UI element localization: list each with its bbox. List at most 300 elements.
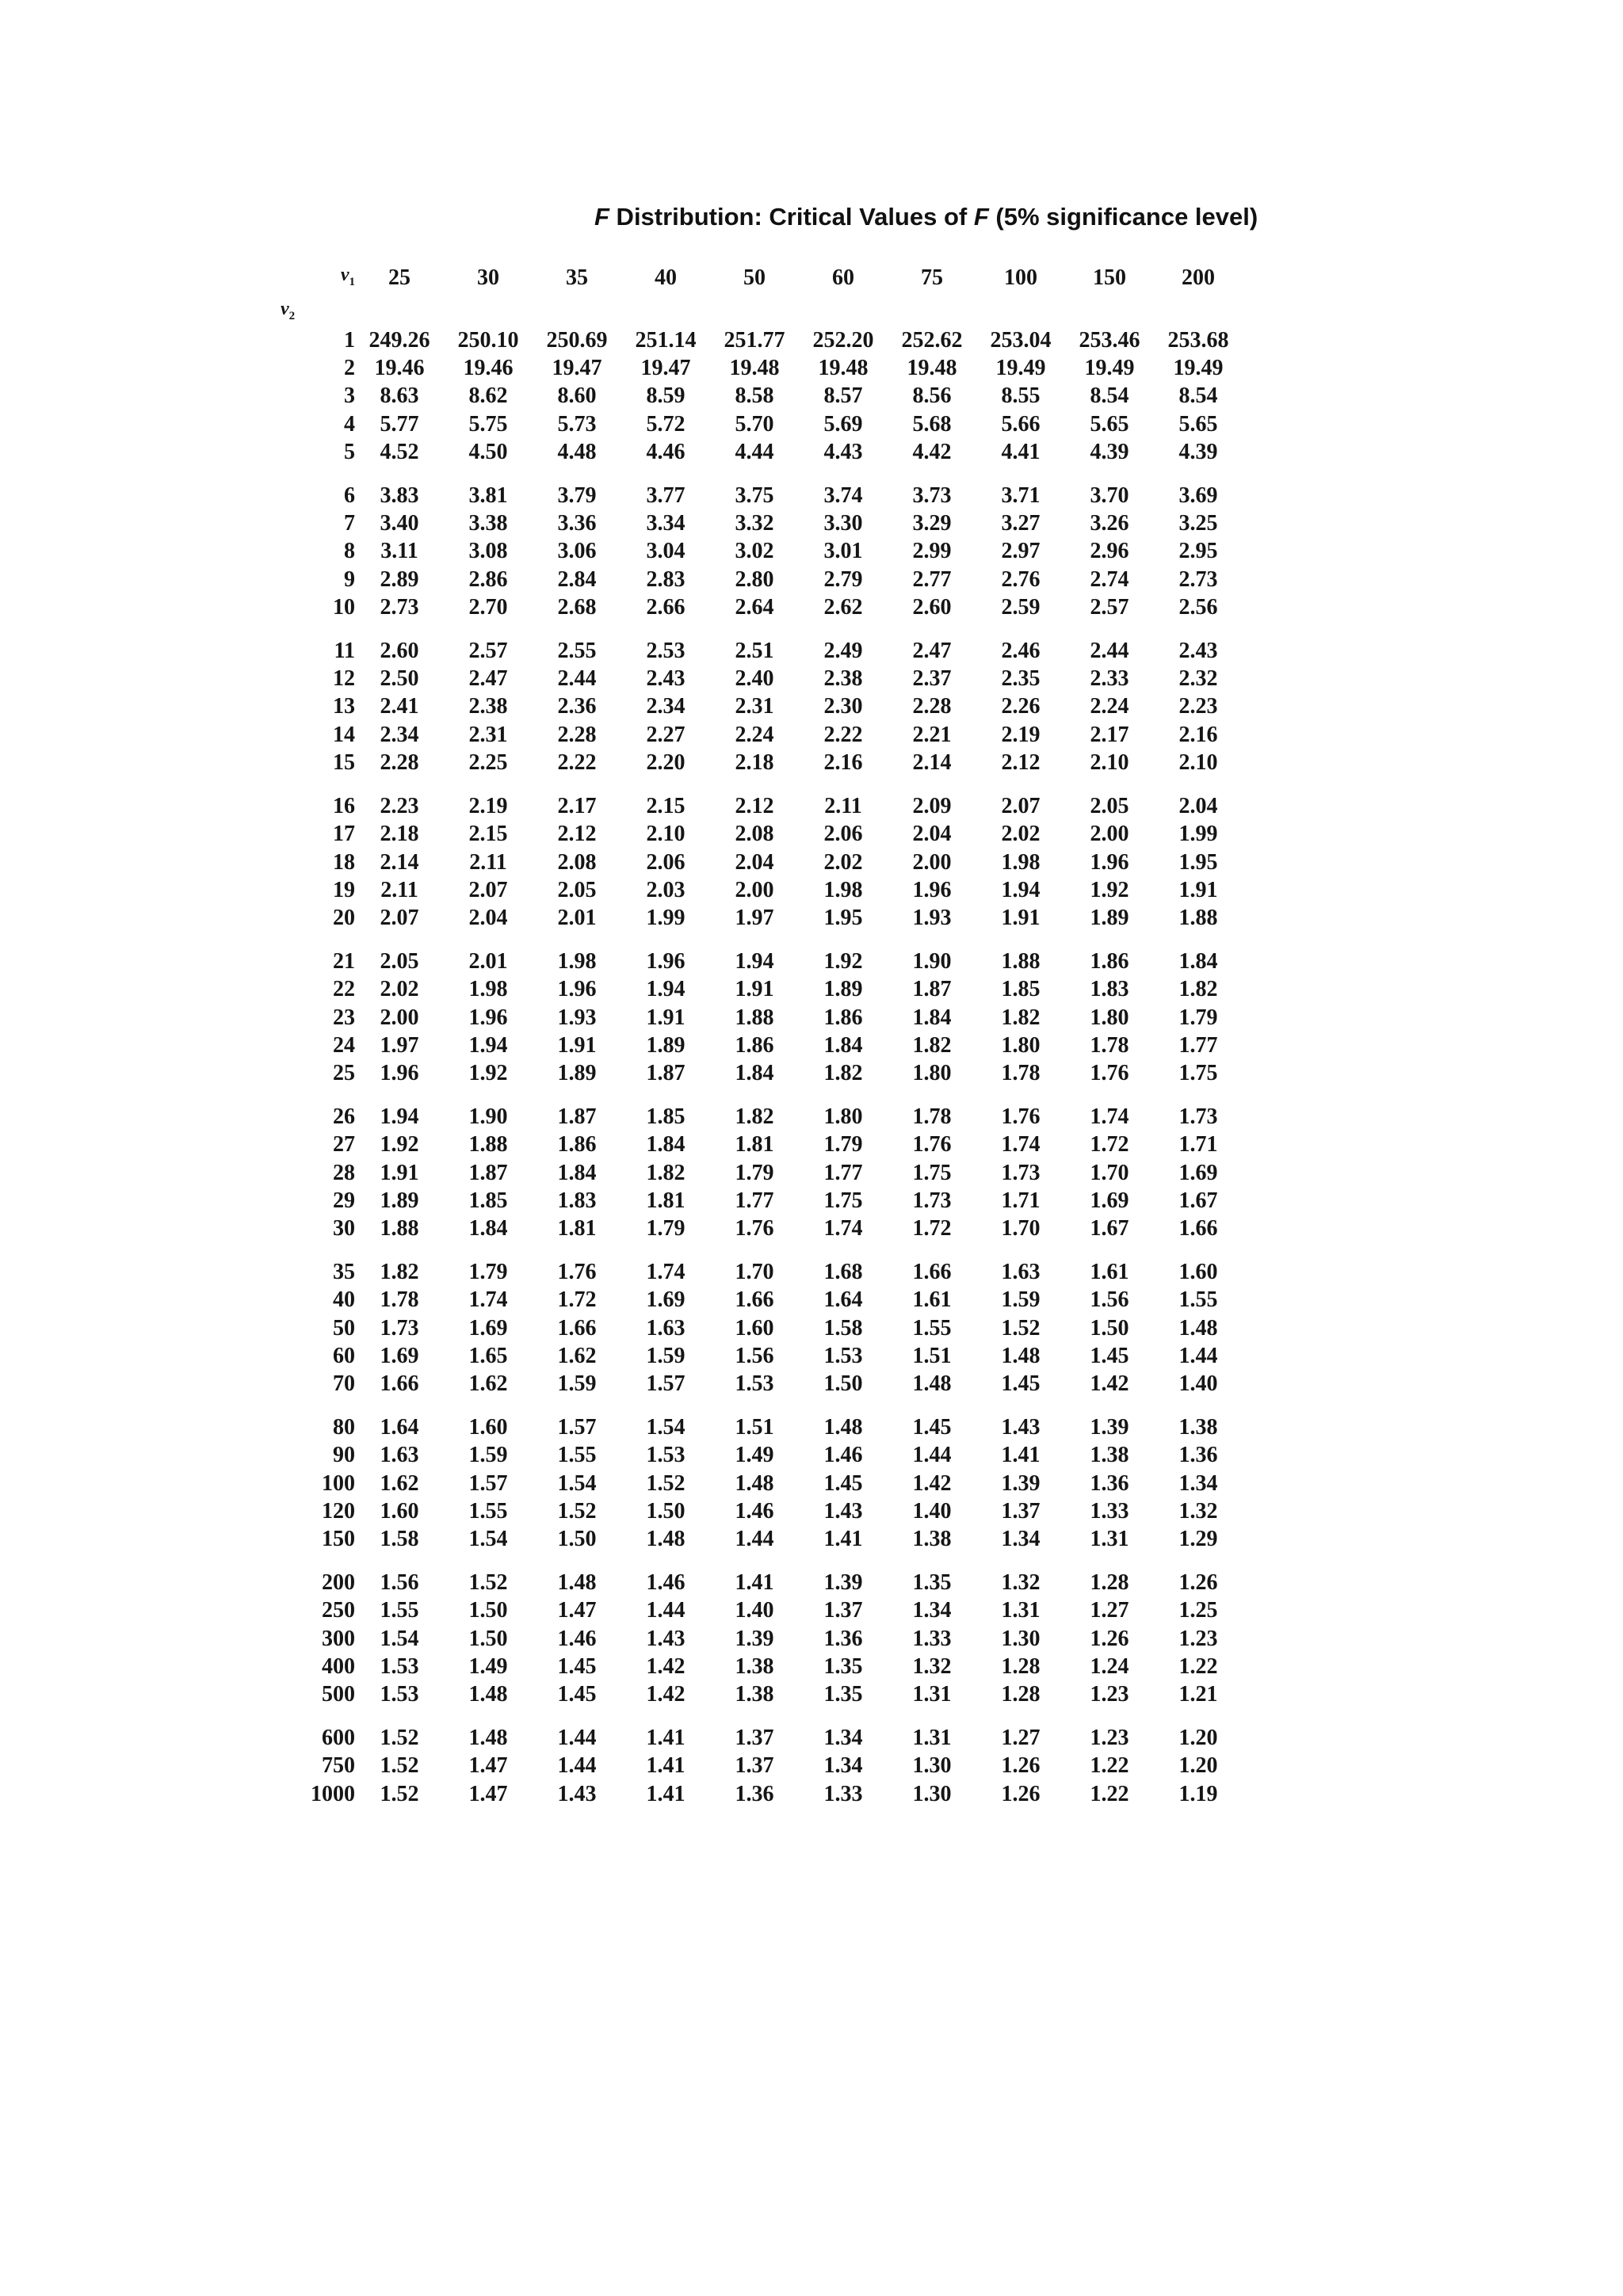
table-row: [254, 1314, 1243, 1342]
critical-value-cell: 1.50: [468, 1598, 508, 1623]
table-row: [254, 692, 1243, 720]
critical-value-cell: 2.76: [1001, 566, 1041, 592]
table-row: [254, 820, 1243, 848]
critical-value-cell: 2.04: [912, 822, 952, 847]
critical-value-cell: 1.45: [1001, 1371, 1041, 1397]
table-row: [254, 1286, 1243, 1314]
critical-value-cell: 1.80: [912, 1061, 952, 1086]
critical-value-cell: 1.84: [646, 1132, 685, 1158]
critical-value-cell: 2.00: [735, 877, 774, 902]
row-label-nu2: 250: [322, 1598, 355, 1623]
critical-value-cell: 1.53: [735, 1371, 774, 1397]
critical-value-cell: 1.57: [468, 1470, 508, 1496]
critical-value-cell: 8.59: [646, 383, 685, 409]
row-label-nu2: 14: [333, 722, 355, 747]
critical-value-cell: 2.00: [1090, 822, 1129, 847]
critical-value-cell: 2.07: [468, 877, 508, 902]
critical-value-cell: 1.48: [1178, 1315, 1218, 1341]
f-critical-values-table: [254, 258, 1243, 1808]
critical-value-cell: 2.27: [646, 722, 685, 747]
critical-value-cell: 1.74: [646, 1259, 685, 1284]
critical-value-cell: 1.50: [468, 1626, 508, 1651]
critical-value-cell: 1.48: [468, 1682, 508, 1707]
critical-value-cell: 4.39: [1090, 440, 1129, 465]
row-label-nu2: 70: [333, 1371, 355, 1397]
table-row: [254, 1653, 1243, 1680]
critical-value-cell: 3.27: [1001, 511, 1041, 536]
critical-value-cell: 1.52: [557, 1499, 597, 1524]
critical-value-cell: 2.47: [912, 638, 952, 663]
critical-value-cell: 1.34: [1001, 1527, 1041, 1552]
table-row: [254, 509, 1243, 537]
critical-value-cell: 1.46: [646, 1569, 685, 1595]
critical-value-cell: 2.11: [469, 849, 507, 875]
critical-value-cell: 1.19: [1178, 1781, 1218, 1806]
critical-value-cell: 2.57: [1090, 595, 1129, 620]
critical-value-cell: 2.17: [557, 793, 597, 818]
nu1-symbol: [254, 258, 355, 299]
critical-value-cell: 8.62: [468, 383, 508, 409]
table-row: [254, 1497, 1243, 1525]
critical-value-cell: 1.76: [1001, 1104, 1041, 1129]
critical-value-cell: 1.66: [1178, 1216, 1218, 1241]
critical-value-cell: 1.44: [557, 1725, 597, 1750]
row-label-nu2: 1000: [311, 1781, 355, 1806]
critical-value-cell: 3.83: [380, 482, 419, 508]
critical-value-cell: 1.54: [557, 1470, 597, 1496]
column-header-nu1-50: 50: [743, 265, 766, 291]
critical-value-cell: 1.35: [912, 1569, 952, 1595]
critical-value-cell: 1.48: [646, 1527, 685, 1552]
row-label-nu2: 600: [322, 1725, 355, 1750]
critical-value-cell: 1.96: [646, 948, 685, 974]
critical-value-cell: 8.63: [380, 383, 419, 409]
critical-value-cell: 1.91: [557, 1032, 597, 1058]
critical-value-cell: 253.46: [1079, 327, 1140, 353]
critical-value-cell: 1.96: [468, 1005, 508, 1030]
critical-value-cell: 1.91: [646, 1005, 685, 1030]
critical-value-cell: 250.69: [546, 327, 608, 353]
critical-value-cell: 2.01: [468, 948, 508, 974]
critical-value-cell: 1.69: [1178, 1160, 1218, 1185]
critical-value-cell: 1.66: [735, 1287, 774, 1313]
critical-value-cell: 2.02: [1001, 822, 1041, 847]
critical-value-cell: 1.48: [1001, 1344, 1041, 1368]
row-label-nu2: 27: [333, 1132, 355, 1158]
critical-value-cell: 1.90: [912, 948, 952, 974]
critical-value-cell: 1.44: [1178, 1344, 1218, 1368]
row-label-nu2: 28: [333, 1160, 355, 1185]
row-label-nu2: 23: [333, 1005, 355, 1030]
critical-value-cell: 1.47: [468, 1781, 508, 1806]
critical-value-cell: 1.62: [468, 1371, 508, 1397]
critical-value-cell: 1.20: [1178, 1753, 1218, 1779]
critical-value-cell: 1.41: [646, 1753, 685, 1779]
critical-value-cell: 1.75: [1178, 1061, 1218, 1086]
critical-value-cell: 1.91: [1178, 877, 1218, 902]
table-row: [254, 749, 1243, 776]
critical-value-cell: 1.26: [1178, 1569, 1218, 1595]
critical-value-cell: 19.48: [729, 356, 780, 380]
critical-value-cell: 1.84: [912, 1005, 952, 1030]
critical-value-cell: 1.53: [823, 1344, 863, 1368]
critical-value-cell: 2.02: [823, 849, 863, 875]
table-row: [254, 566, 1243, 593]
critical-value-cell: 1.85: [1001, 977, 1041, 1002]
group-spacer-cell: [254, 933, 1243, 948]
critical-value-cell: 2.35: [1001, 666, 1041, 692]
critical-value-cell: 2.00: [912, 849, 952, 875]
critical-value-cell: 1.94: [735, 948, 774, 974]
critical-value-cell: 1.51: [912, 1344, 952, 1368]
critical-value-cell: 2.59: [1001, 595, 1041, 620]
critical-value-cell: 1.82: [380, 1259, 419, 1284]
critical-value-cell: 1.27: [1001, 1725, 1041, 1750]
critical-value-cell: 1.40: [1178, 1371, 1218, 1397]
critical-value-cell: 2.43: [1178, 638, 1218, 663]
critical-value-cell: 1.43: [557, 1781, 597, 1806]
row-label-nu2: 40: [333, 1287, 355, 1313]
row-label-nu2: 11: [334, 638, 355, 663]
critical-value-cell: 19.49: [995, 356, 1046, 380]
row-label-nu2: 25: [333, 1061, 355, 1086]
critical-value-cell: 2.11: [380, 877, 418, 902]
row-label-nu2: 20: [333, 906, 355, 931]
critical-value-cell: 5.73: [557, 411, 597, 437]
critical-value-cell: 8.58: [735, 383, 774, 409]
critical-value-cell: 2.15: [646, 793, 685, 818]
critical-value-cell: 5.77: [380, 411, 419, 437]
critical-value-cell: 1.38: [912, 1527, 952, 1552]
critical-value-cell: 1.70: [1001, 1216, 1041, 1241]
critical-value-cell: 1.78: [1090, 1032, 1129, 1058]
critical-value-cell: 1.81: [735, 1132, 774, 1158]
critical-value-cell: 5.65: [1178, 411, 1218, 437]
critical-value-cell: 2.24: [735, 722, 774, 747]
table-row: [254, 1370, 1243, 1398]
table-row: [254, 438, 1243, 466]
critical-value-cell: 1.62: [557, 1344, 597, 1368]
row-label-nu2: 50: [333, 1315, 355, 1341]
critical-value-cell: 8.54: [1178, 383, 1218, 409]
critical-value-cell: 2.60: [380, 638, 419, 663]
critical-value-cell: 1.84: [468, 1216, 508, 1241]
critical-value-cell: 252.20: [812, 327, 874, 353]
critical-value-cell: 1.37: [735, 1725, 774, 1750]
critical-value-cell: 2.10: [1090, 750, 1129, 776]
critical-value-cell: 1.82: [646, 1160, 685, 1185]
critical-value-cell: 4.42: [912, 440, 952, 465]
critical-value-cell: 2.79: [823, 566, 863, 592]
group-spacer: [254, 1398, 1243, 1413]
table-row: [254, 1569, 1243, 1596]
group-spacer: [254, 1709, 1243, 1724]
critical-value-cell: 1.54: [380, 1626, 419, 1651]
critical-value-cell: 1.73: [1178, 1104, 1218, 1129]
critical-value-cell: 1.80: [1090, 1005, 1129, 1030]
critical-value-cell: 2.03: [646, 877, 685, 902]
critical-value-cell: 5.66: [1001, 411, 1041, 437]
critical-value-cell: 3.34: [646, 511, 685, 536]
critical-value-cell: 19.48: [907, 356, 957, 380]
critical-value-cell: 2.16: [823, 750, 863, 776]
critical-value-cell: 1.99: [1178, 822, 1218, 847]
critical-value-cell: 1.60: [468, 1414, 508, 1440]
critical-value-cell: 2.77: [912, 566, 952, 592]
critical-value-cell: 8.54: [1090, 383, 1129, 409]
critical-value-cell: 1.76: [735, 1216, 774, 1241]
critical-value-cell: 3.25: [1178, 511, 1218, 536]
critical-value-cell: 1.78: [912, 1104, 952, 1129]
critical-value-cell: 2.96: [1090, 539, 1129, 564]
critical-value-cell: 1.72: [557, 1287, 597, 1313]
critical-value-cell: 5.75: [468, 411, 508, 437]
critical-value-cell: 2.01: [557, 906, 597, 931]
group-spacer-cell: [254, 467, 1243, 482]
critical-value-cell: 1.55: [1178, 1287, 1218, 1313]
critical-value-cell: 1.48: [468, 1725, 508, 1750]
critical-value-cell: 1.42: [646, 1654, 685, 1680]
critical-value-cell: 3.11: [380, 539, 418, 564]
critical-value-cell: 1.85: [646, 1104, 685, 1129]
column-header-row: [254, 258, 1243, 299]
critical-value-cell: 2.86: [468, 566, 508, 592]
table-row: [254, 1525, 1243, 1553]
critical-value-cell: 3.81: [468, 482, 508, 508]
critical-value-cell: 1.84: [823, 1032, 863, 1058]
table-row: [254, 1342, 1243, 1370]
critical-value-cell: 2.16: [1178, 722, 1218, 747]
row-label-nu2: 400: [322, 1654, 355, 1680]
critical-value-cell: 1.39: [823, 1569, 863, 1595]
critical-value-cell: 1.58: [380, 1527, 419, 1552]
critical-value-cell: 2.07: [1001, 793, 1041, 818]
critical-value-cell: 1.89: [1090, 906, 1129, 931]
critical-value-cell: 1.41: [646, 1725, 685, 1750]
critical-value-cell: 8.55: [1001, 383, 1041, 409]
critical-value-cell: 1.34: [823, 1725, 863, 1750]
critical-value-cell: 8.56: [912, 383, 952, 409]
critical-value-cell: 1.36: [823, 1626, 863, 1651]
critical-value-cell: 1.33: [1090, 1499, 1129, 1524]
row-label-nu2: 5: [344, 440, 355, 465]
critical-value-cell: 1.86: [735, 1032, 774, 1058]
critical-value-cell: 2.12: [735, 793, 774, 818]
critical-value-cell: 3.75: [735, 482, 774, 508]
critical-value-cell: 1.76: [1090, 1061, 1129, 1086]
critical-value-cell: 2.44: [557, 666, 597, 692]
critical-value-cell: 1.56: [735, 1344, 774, 1368]
critical-value-cell: 1.38: [735, 1654, 774, 1680]
critical-value-cell: 1.94: [1001, 877, 1041, 902]
nu2-symbol: [254, 299, 355, 326]
critical-value-cell: 1.82: [823, 1061, 863, 1086]
critical-value-cell: 1.26: [1001, 1781, 1041, 1806]
critical-value-cell: 1.56: [1090, 1287, 1129, 1313]
critical-value-cell: 1.31: [912, 1682, 952, 1707]
critical-value-cell: 1.30: [912, 1753, 952, 1779]
critical-value-cell: 2.55: [557, 638, 597, 663]
critical-value-cell: 1.36: [1090, 1470, 1129, 1496]
nu1-subscript: 1: [349, 275, 355, 288]
group-spacer-cell: [254, 777, 1243, 792]
critical-value-cell: 1.93: [557, 1005, 597, 1030]
critical-value-cell: 1.44: [735, 1527, 774, 1552]
critical-value-cell: 1.30: [1001, 1626, 1041, 1651]
critical-value-cell: 1.59: [646, 1344, 685, 1368]
critical-value-cell: 2.47: [468, 666, 508, 692]
critical-value-cell: 1.71: [1001, 1188, 1041, 1213]
critical-value-cell: 1.94: [468, 1032, 508, 1058]
table-row: [254, 1413, 1243, 1441]
critical-value-cell: 3.71: [1001, 482, 1041, 508]
critical-value-cell: 2.18: [380, 822, 419, 847]
column-header-nu1-60: 60: [832, 265, 854, 291]
critical-value-cell: 1.50: [557, 1527, 597, 1552]
table-row: [254, 1780, 1243, 1808]
group-spacer: [254, 777, 1243, 792]
table-row: [254, 1724, 1243, 1752]
critical-value-cell: 3.26: [1090, 511, 1129, 536]
critical-value-cell: 3.70: [1090, 482, 1129, 508]
group-spacer-cell: [254, 622, 1243, 637]
critical-value-cell: 1.72: [1090, 1132, 1129, 1158]
critical-value-cell: 2.05: [557, 877, 597, 902]
critical-value-cell: 251.14: [635, 327, 697, 353]
critical-value-cell: 1.45: [557, 1654, 597, 1680]
critical-value-cell: 1.81: [557, 1216, 597, 1241]
critical-value-cell: 1.87: [646, 1061, 685, 1086]
critical-value-cell: 3.40: [380, 511, 419, 536]
critical-value-cell: 2.89: [380, 566, 419, 592]
critical-value-cell: 3.01: [823, 539, 863, 564]
critical-value-cell: 2.36: [557, 694, 597, 719]
critical-value-cell: 1.56: [380, 1569, 419, 1595]
critical-value-cell: 3.74: [823, 482, 863, 508]
critical-value-cell: 3.36: [557, 511, 597, 536]
critical-value-cell: 1.57: [557, 1414, 597, 1440]
critical-value-cell: 2.06: [823, 822, 863, 847]
row-label-nu2: 8: [344, 539, 355, 564]
critical-value-cell: 2.30: [823, 694, 863, 719]
critical-value-cell: 1.74: [1001, 1132, 1041, 1158]
row-label-nu2: 60: [333, 1344, 355, 1368]
critical-value-cell: 1.54: [646, 1414, 685, 1440]
critical-value-cell: 1.59: [468, 1443, 508, 1468]
critical-value-cell: 1.98: [823, 877, 863, 902]
critical-value-cell: 2.49: [823, 638, 863, 663]
critical-value-cell: 1.79: [1178, 1005, 1218, 1030]
critical-value-cell: 1.79: [735, 1160, 774, 1185]
critical-value-cell: 1.53: [380, 1654, 419, 1680]
critical-value-cell: 1.38: [735, 1682, 774, 1707]
critical-value-cell: 1.80: [823, 1104, 863, 1129]
nu1-letter: ν: [340, 265, 349, 285]
critical-value-cell: 1.50: [1090, 1315, 1129, 1341]
critical-value-cell: 1.75: [912, 1160, 952, 1185]
critical-value-cell: 1.83: [1090, 977, 1129, 1002]
critical-value-cell: 1.47: [557, 1598, 597, 1623]
critical-value-cell: 1.91: [1001, 906, 1041, 931]
critical-value-cell: 8.57: [823, 383, 863, 409]
critical-value-cell: 1.55: [380, 1598, 419, 1623]
title-f-symbol-2: F: [973, 203, 989, 231]
critical-value-cell: 1.81: [646, 1188, 685, 1213]
critical-value-cell: 1.23: [1090, 1725, 1129, 1750]
critical-value-cell: 2.62: [823, 595, 863, 620]
critical-value-cell: 19.47: [552, 356, 602, 380]
critical-value-cell: 1.78: [1001, 1061, 1041, 1086]
critical-value-cell: 1.80: [1001, 1032, 1041, 1058]
critical-value-cell: 5.69: [823, 411, 863, 437]
critical-value-cell: 1.52: [380, 1781, 419, 1806]
critical-value-cell: 1.99: [646, 906, 685, 931]
critical-value-cell: 1.23: [1178, 1626, 1218, 1651]
critical-value-cell: 2.60: [912, 595, 952, 620]
critical-value-cell: 1.97: [380, 1032, 419, 1058]
critical-value-cell: 19.46: [374, 356, 425, 380]
critical-value-cell: 2.07: [380, 906, 419, 931]
critical-value-cell: 1.48: [823, 1414, 863, 1440]
group-spacer: [254, 1088, 1243, 1103]
nu2-letter: ν: [281, 298, 289, 319]
row-label-nu2: 1: [344, 327, 355, 353]
critical-value-cell: 2.70: [468, 595, 508, 620]
critical-value-cell: 1.41: [823, 1527, 863, 1552]
critical-value-cell: 1.21: [1178, 1682, 1218, 1707]
critical-value-cell: 249.26: [369, 327, 430, 353]
row-label-nu2: 30: [333, 1216, 355, 1241]
critical-value-cell: 1.74: [468, 1287, 508, 1313]
critical-value-cell: 1.69: [380, 1344, 419, 1368]
critical-value-cell: 1.64: [823, 1287, 863, 1313]
nu2-subscript: 2: [288, 309, 296, 322]
critical-value-cell: 1.66: [912, 1259, 952, 1284]
critical-value-cell: 1.30: [912, 1781, 952, 1806]
table-row: [254, 1470, 1243, 1497]
critical-value-cell: 1.89: [557, 1061, 597, 1086]
table-row: [254, 1159, 1243, 1187]
critical-value-cell: 2.31: [735, 694, 774, 719]
critical-value-cell: 3.69: [1178, 482, 1218, 508]
table-row: [254, 593, 1243, 621]
table-row: [254, 904, 1243, 932]
critical-value-cell: 1.44: [646, 1598, 685, 1623]
column-header-nu1-150: 150: [1093, 265, 1126, 291]
critical-value-cell: 2.80: [735, 566, 774, 592]
table-row: [254, 1103, 1243, 1131]
row-label-nu2: 7: [344, 511, 355, 536]
critical-value-cell: 1.26: [1001, 1753, 1041, 1779]
row-label-nu2: 15: [333, 750, 355, 776]
critical-value-cell: 2.14: [380, 849, 419, 875]
critical-value-cell: 1.78: [380, 1287, 419, 1313]
table-row: [254, 637, 1243, 665]
critical-value-cell: 2.12: [557, 822, 597, 847]
critical-value-cell: 2.10: [646, 822, 685, 847]
critical-value-cell: 4.46: [646, 440, 685, 465]
critical-value-cell: 1.28: [1001, 1654, 1041, 1680]
critical-value-cell: 1.41: [735, 1569, 774, 1595]
critical-value-cell: 19.49: [1084, 356, 1135, 380]
critical-value-cell: 251.77: [724, 327, 785, 353]
critical-value-cell: 250.10: [457, 327, 519, 353]
critical-value-cell: 1.50: [646, 1499, 685, 1524]
critical-value-cell: 1.46: [823, 1443, 863, 1468]
critical-value-cell: 2.05: [380, 948, 419, 974]
critical-value-cell: 1.97: [735, 906, 774, 931]
critical-value-cell: 1.42: [1090, 1371, 1129, 1397]
